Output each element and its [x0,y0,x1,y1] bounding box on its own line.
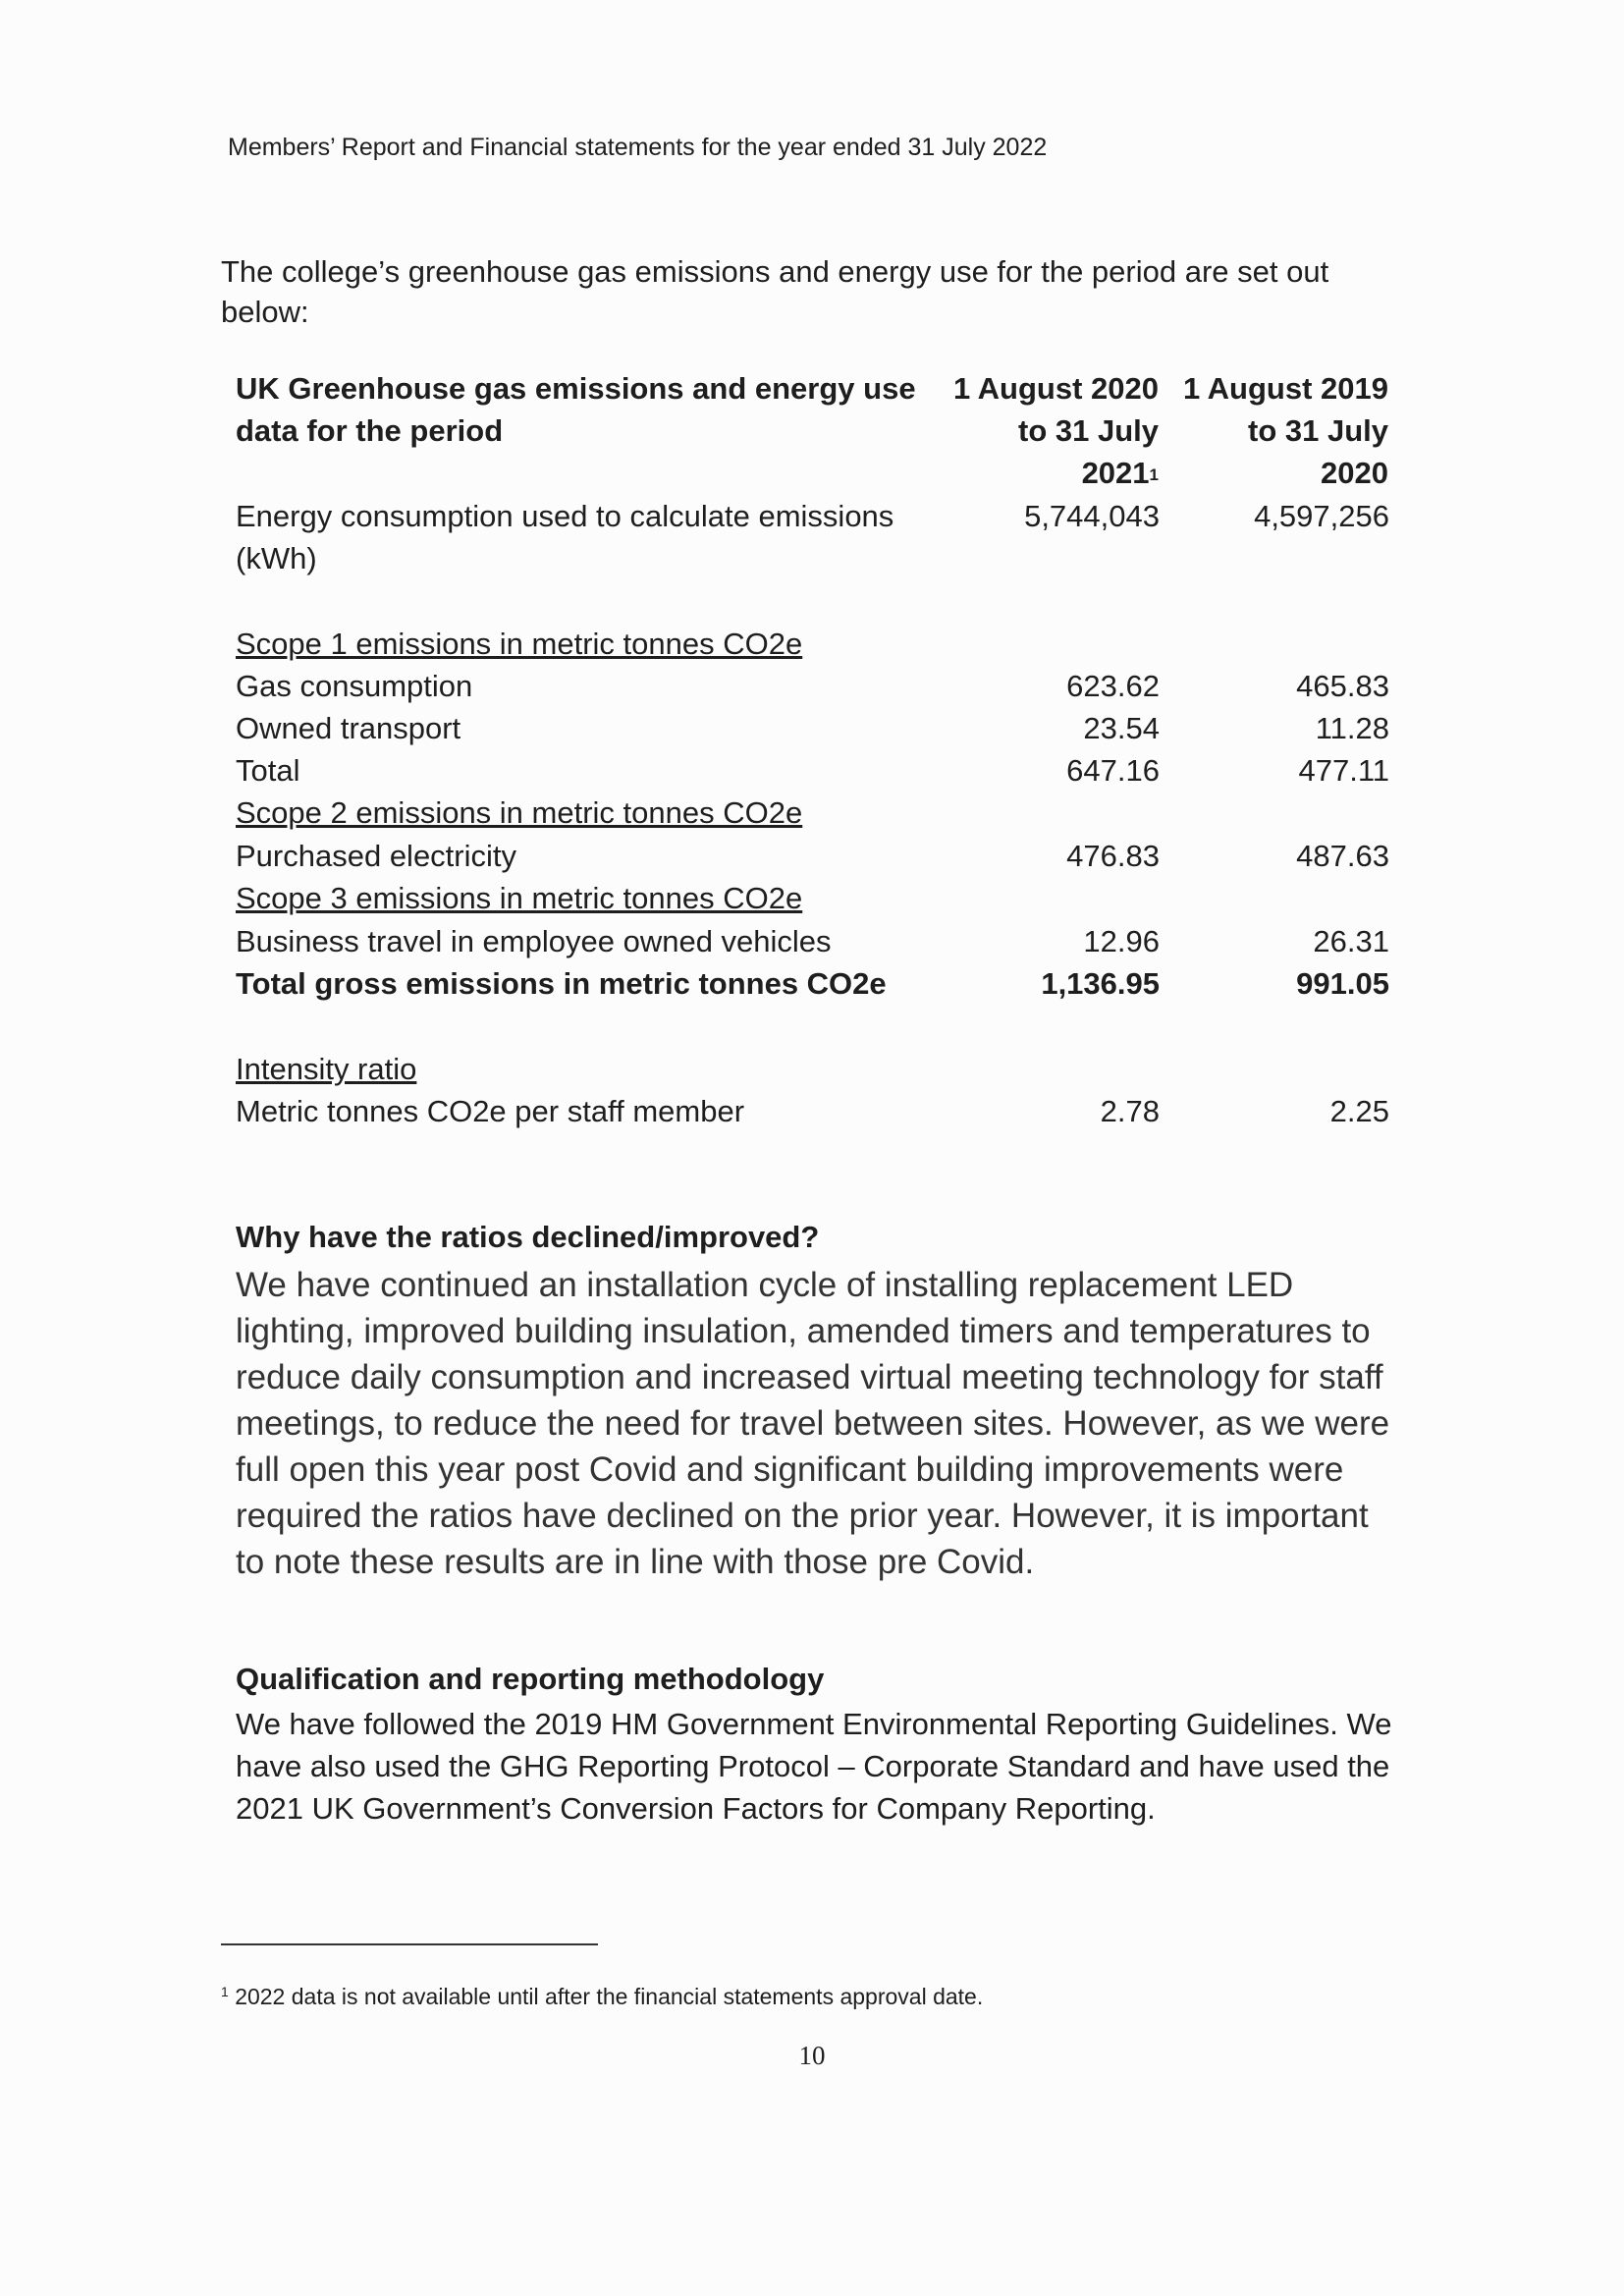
footnote-reference: 1 [1149,465,1159,484]
footnote-text: 2022 data is not available until after the financial statements approval date. [235,1984,984,2009]
footnote-mark: 1 [221,1984,229,1999]
value-2021: 2.78 [1100,1094,1160,1128]
value-2020: 26.31 [1313,924,1389,958]
value-2020: 991.05 [1296,966,1389,1001]
ratios-paragraph: We have continued an installation cycle of installing replacement LED lighting, improved building insulation, amended timers and temperatures to reduce daily consumption and increased virtual meeting technology for staff meetings, to reduce the need for travel between sites. However, as we were full open this year post Covid and significant building improvements were required the ratios have declined on the prior year. However, it is important to note these results are in line with those pre Covid. [236,1266,1390,1581]
table-title-line2: data for the period [236,413,504,448]
value-2020: 2.25 [1329,1094,1389,1128]
intro-text: The college’s greenhouse gas emissions and energy use for the period are set out below: [221,254,1329,329]
value-2021: 12.96 [1083,924,1160,958]
column-header-2021: 1 August 2020 to 31 July 2021$^1$ [952,371,1159,490]
ratios-heading: Why have the ratios declined/improved? [236,1220,820,1254]
value-2020: 477.11 [1298,753,1389,788]
column-header-2020: 1 August 2019 to 31 July 2020 [1182,371,1388,490]
footnote [221,1984,983,2010]
value-2021: 5,744,043 [1024,499,1160,533]
methodology-paragraph: We have followed the 2019 HM Government Environmental Reporting Guidelines. We have also used the GHG Reporting Protocol – Corporate Standard and have used the 2021 UK Government’s Conversion Factors for Company Reporting. [236,1707,1392,1826]
value-2021: 476.83 [1066,839,1160,873]
value-2021: 647.16 [1066,753,1160,788]
value-2021: 623.62 [1066,669,1160,703]
value-2021: 23.54 [1083,711,1160,745]
value-2020: 487.63 [1296,839,1389,873]
page-header: Members’ Report and Financial statements for the year ended 31 July 2022 [228,134,1048,161]
value-2020: 4,597,256 [1254,499,1389,533]
footnote-divider [221,1943,598,1945]
page-number: 10 [798,2041,826,2070]
value-2020: 11.28 [1315,711,1389,745]
value-2020: 465.83 [1296,669,1389,703]
methodology-heading: Qualification and reporting methodology [236,1662,825,1696]
value-2021: 1,136.95 [1041,966,1160,1001]
table-title-line1: UK Greenhouse gas emissions and energy use [236,371,916,406]
